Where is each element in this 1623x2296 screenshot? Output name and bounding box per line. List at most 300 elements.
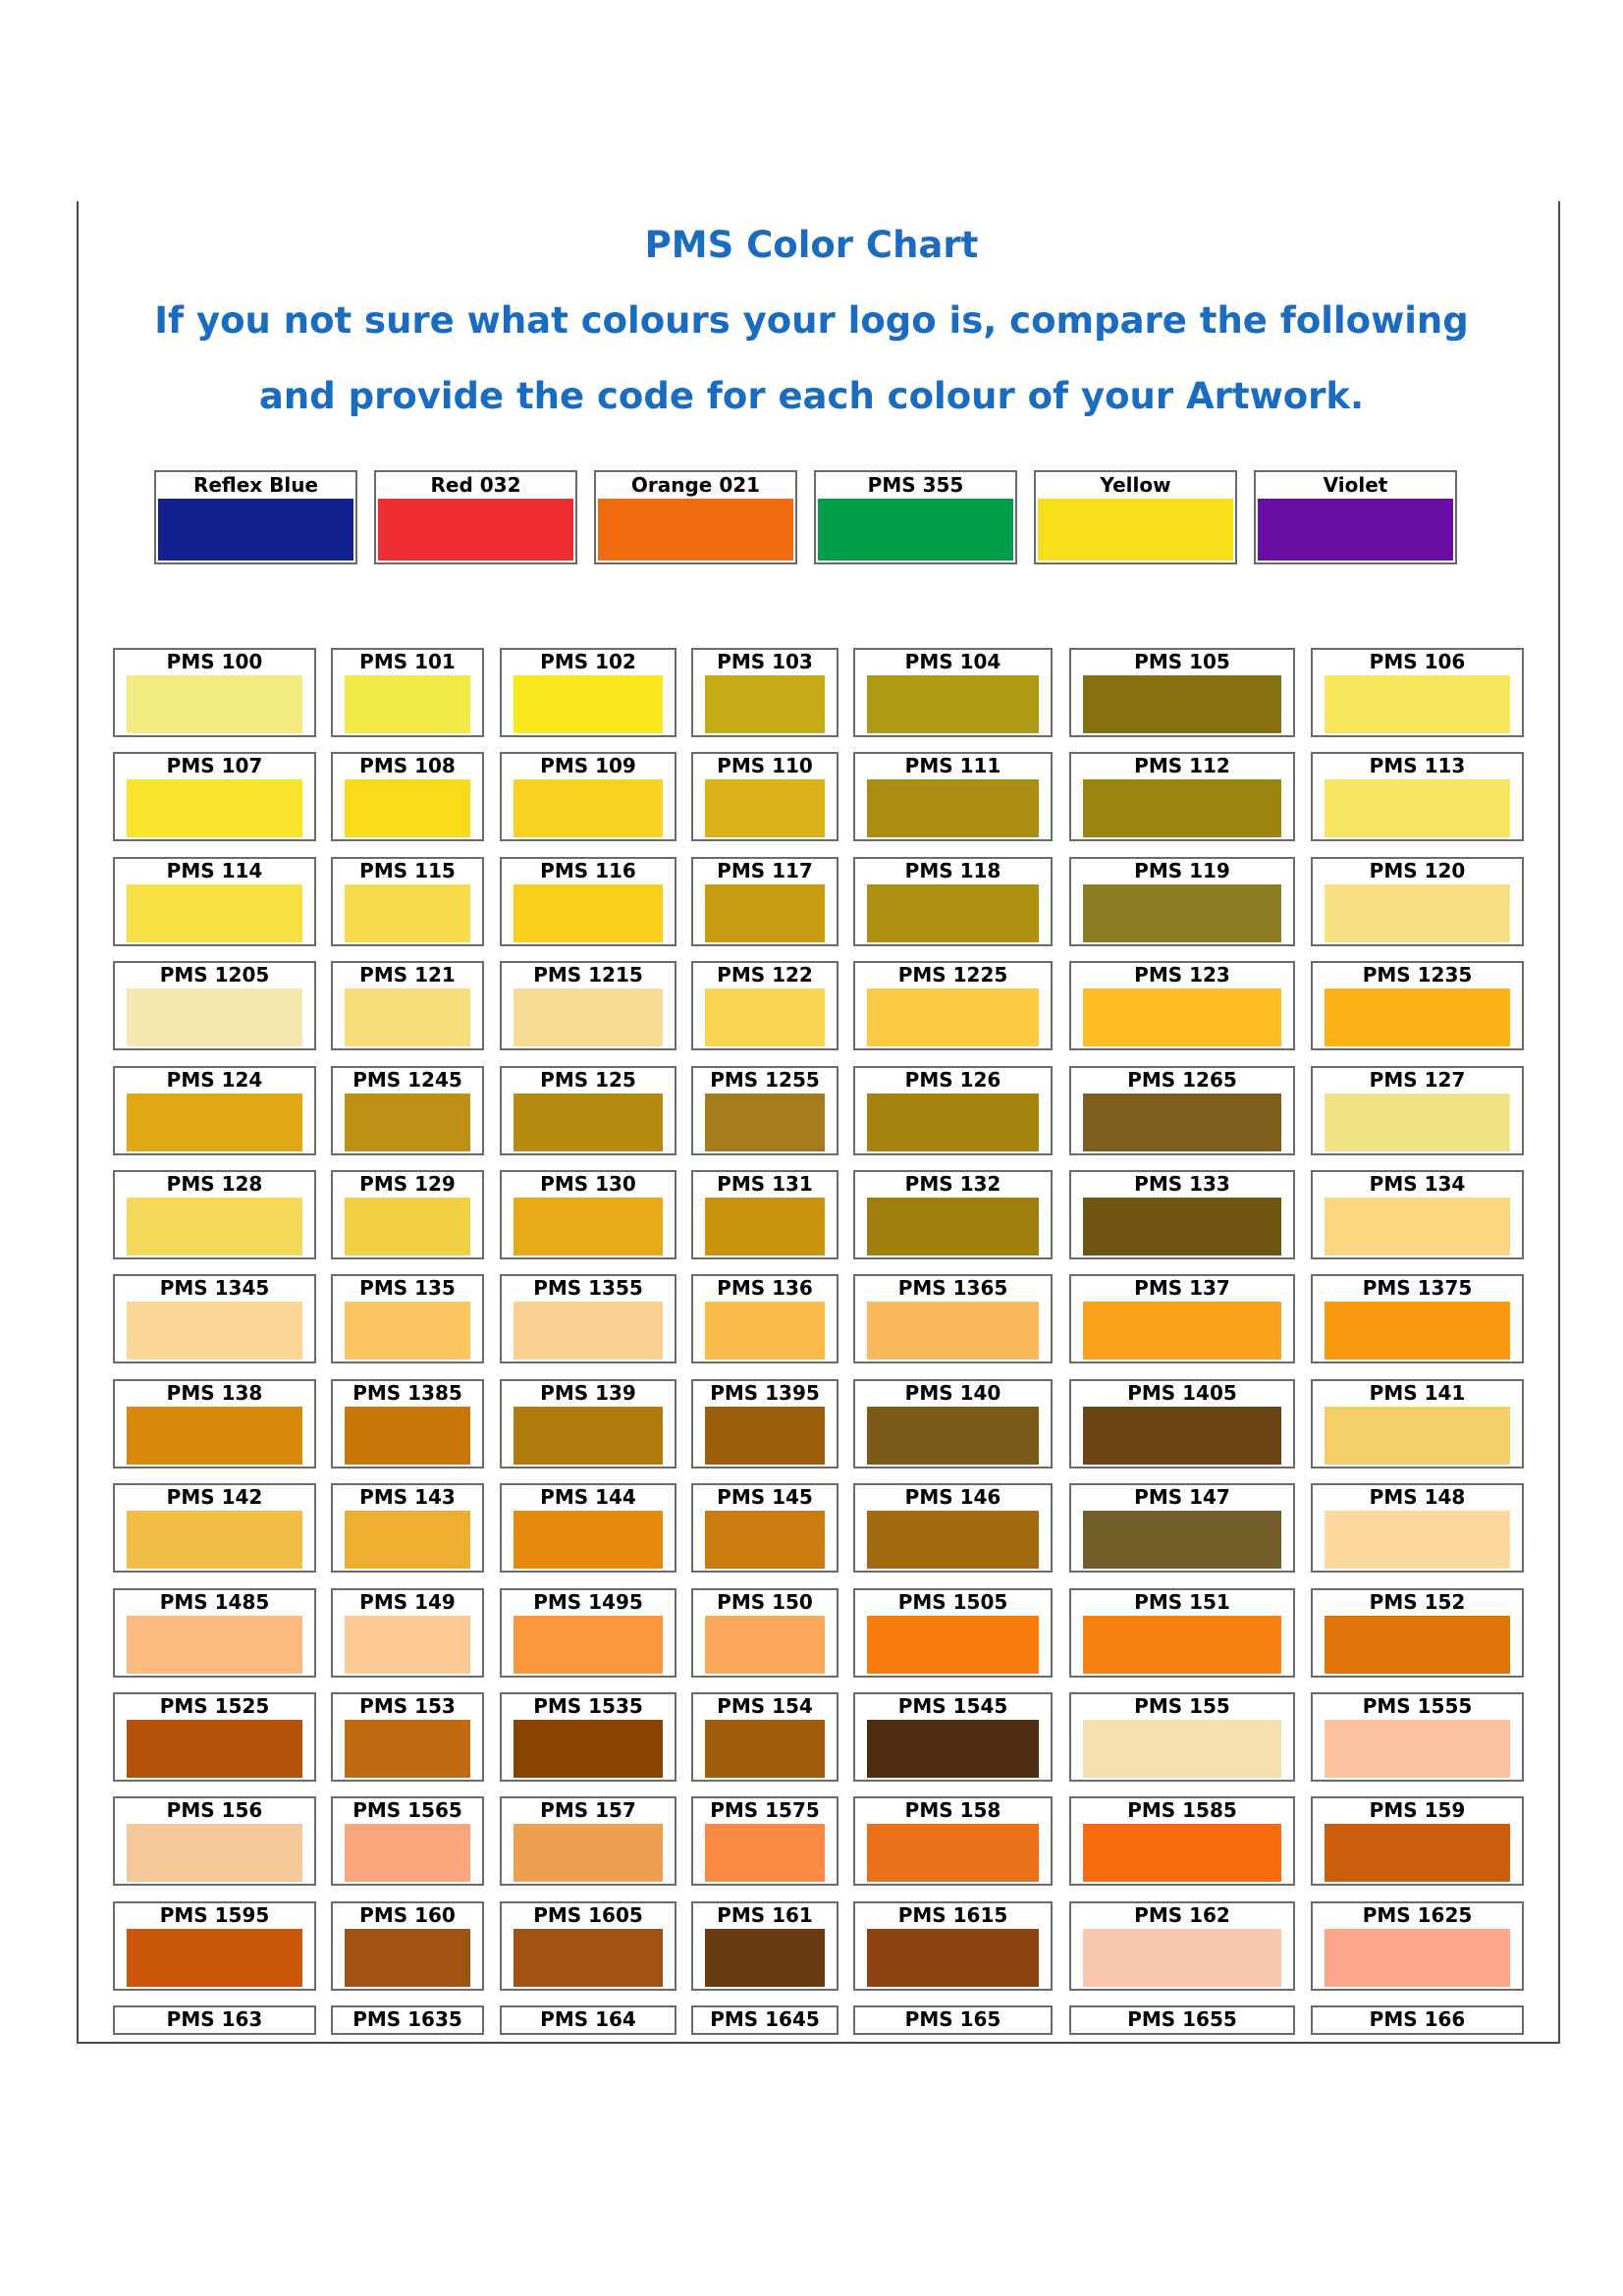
swatch-pms-1235 xyxy=(1311,961,1524,1050)
swatch-label: PMS 165 xyxy=(904,2007,1001,2031)
swatch-color-fill xyxy=(1083,1407,1281,1465)
swatch-pms-156 xyxy=(113,1796,316,1886)
swatch-color-fill xyxy=(1325,884,1510,942)
swatch-label: PMS 1555 xyxy=(1362,1694,1473,1718)
swatch-pms-108 xyxy=(331,752,484,841)
swatch-pms-135 xyxy=(331,1274,484,1363)
swatch-pms-165 xyxy=(853,2005,1053,2035)
swatch-pms-120 xyxy=(1311,857,1524,946)
swatch-color-fill xyxy=(818,499,1013,561)
swatch-color-fill xyxy=(345,988,470,1046)
swatch-pms-162 xyxy=(1069,1901,1295,1991)
swatch-pms-117 xyxy=(691,857,839,946)
swatch-pms-1555 xyxy=(1311,1692,1524,1782)
swatch-color-fill xyxy=(1325,1511,1510,1569)
swatch-label: PMS 160 xyxy=(359,1903,456,1927)
swatch-label: PMS 117 xyxy=(717,859,813,882)
swatch-label: PMS 100 xyxy=(166,650,263,673)
page-title: PMS Color Chart xyxy=(644,224,979,266)
swatch-label: PMS 107 xyxy=(166,754,263,777)
swatch-violet xyxy=(1254,470,1457,564)
swatch-yellow xyxy=(1034,470,1237,564)
swatch-red-032 xyxy=(374,470,577,564)
swatch-color-fill xyxy=(1083,1616,1281,1674)
swatch-color-fill xyxy=(127,988,302,1046)
swatch-pms-149 xyxy=(331,1588,484,1678)
swatch-color-fill xyxy=(705,1511,825,1569)
swatch-pms-1645 xyxy=(691,2005,839,2035)
swatch-color-fill xyxy=(705,1302,825,1360)
swatch-color-fill xyxy=(867,1720,1039,1778)
swatch-color-fill xyxy=(867,988,1039,1046)
swatch-pms-145 xyxy=(691,1483,839,1573)
swatch-color-fill xyxy=(514,1616,663,1674)
swatch-label: PMS 1355 xyxy=(533,1276,643,1300)
swatch-color-fill xyxy=(1325,1616,1510,1674)
swatch-pms-159 xyxy=(1311,1796,1524,1886)
subtitle-line-2: and provide the code for each colour of your Artwork. xyxy=(258,375,1365,417)
swatch-label: PMS 119 xyxy=(1134,859,1230,882)
swatch-pms-103 xyxy=(691,648,839,737)
swatch-label: PMS 132 xyxy=(904,1172,1001,1196)
swatch-label: PMS 133 xyxy=(1134,1172,1230,1196)
swatch-color-fill xyxy=(867,1616,1039,1674)
swatch-label: PMS 144 xyxy=(540,1485,636,1509)
swatch-color-fill xyxy=(867,1094,1039,1151)
swatch-pms-115 xyxy=(331,857,484,946)
swatch-pms-158 xyxy=(853,1796,1053,1886)
swatch-color-fill xyxy=(127,675,302,733)
swatch-pms-1365 xyxy=(853,1274,1053,1363)
swatch-color-fill xyxy=(1325,1929,1510,1987)
swatch-label: PMS 1565 xyxy=(352,1798,462,1822)
swatch-label: PMS 1215 xyxy=(533,963,643,987)
swatch-label: PMS 139 xyxy=(540,1381,636,1405)
swatch-label: PMS 130 xyxy=(540,1172,636,1196)
swatch-color-fill xyxy=(345,884,470,942)
swatch-color-fill xyxy=(705,1929,825,1987)
swatch-pms-133 xyxy=(1069,1170,1295,1259)
swatch-pms-114 xyxy=(113,857,316,946)
swatch-pms-1345 xyxy=(113,1274,316,1363)
swatch-color-fill xyxy=(127,1302,302,1360)
swatch-pms-146 xyxy=(853,1483,1053,1573)
swatch-orange-021 xyxy=(594,470,797,564)
swatch-color-fill xyxy=(705,779,825,837)
swatch-label: PMS 1225 xyxy=(897,963,1008,987)
swatch-color-fill xyxy=(127,1929,302,1987)
swatch-label: PMS 157 xyxy=(540,1798,636,1822)
swatch-color-fill xyxy=(127,1094,302,1151)
swatch-color-fill xyxy=(127,1720,302,1778)
swatch-label: PMS 1365 xyxy=(897,1276,1008,1300)
swatch-pms-138 xyxy=(113,1379,316,1468)
swatch-pms-127 xyxy=(1311,1066,1524,1155)
swatch-color-fill xyxy=(867,1302,1039,1360)
swatch-label: PMS 121 xyxy=(359,963,456,987)
swatch-pms-1615 xyxy=(853,1901,1053,1991)
swatch-color-fill xyxy=(127,884,302,942)
swatch-label: PMS 103 xyxy=(717,650,813,673)
swatch-label: PMS 1545 xyxy=(897,1694,1008,1718)
swatch-label: PMS 155 xyxy=(1134,1694,1230,1718)
swatch-pms-1385 xyxy=(331,1379,484,1468)
swatch-pms-355 xyxy=(814,470,1017,564)
swatch-color-fill xyxy=(1325,1824,1510,1882)
swatch-color-fill xyxy=(1083,1511,1281,1569)
swatch-color-fill xyxy=(345,1511,470,1569)
swatch-color-fill xyxy=(345,1094,470,1151)
swatch-label: PMS 163 xyxy=(166,2007,263,2031)
swatch-pms-164 xyxy=(500,2005,676,2035)
swatch-color-fill xyxy=(1325,1407,1510,1465)
swatch-label: PMS 146 xyxy=(904,1485,1001,1509)
swatch-pms-1605 xyxy=(500,1901,676,1991)
swatch-label: PMS 1635 xyxy=(352,2007,462,2031)
swatch-pms-161 xyxy=(691,1901,839,1991)
swatch-pms-1265 xyxy=(1069,1066,1295,1155)
swatch-label: PMS 120 xyxy=(1369,859,1466,882)
swatch-label: PMS 1575 xyxy=(710,1798,820,1822)
swatch-color-fill xyxy=(345,1929,470,1987)
swatch-label: PMS 154 xyxy=(717,1694,813,1718)
swatch-color-fill xyxy=(378,499,573,561)
swatch-label: PMS 108 xyxy=(359,754,456,777)
swatch-color-fill xyxy=(1083,1720,1281,1778)
swatch-pms-1625 xyxy=(1311,1901,1524,1991)
swatch-color-fill xyxy=(705,884,825,942)
swatch-label: PMS 1395 xyxy=(710,1381,820,1405)
swatch-label: Reflex Blue xyxy=(192,473,319,497)
swatch-label: PMS 135 xyxy=(359,1276,456,1300)
swatch-label: PMS 140 xyxy=(904,1381,1001,1405)
swatch-pms-130 xyxy=(500,1170,676,1259)
swatch-pms-153 xyxy=(331,1692,484,1782)
swatch-color-fill xyxy=(705,1616,825,1674)
swatch-color-fill xyxy=(1083,884,1281,942)
swatch-color-fill xyxy=(514,1720,663,1778)
swatch-label: PMS 115 xyxy=(359,859,456,882)
swatch-color-fill xyxy=(705,988,825,1046)
swatch-label: PMS 148 xyxy=(1369,1485,1466,1509)
swatch-color-fill xyxy=(867,1511,1039,1569)
swatch-label: PMS 129 xyxy=(359,1172,456,1196)
swatch-color-fill xyxy=(867,1824,1039,1882)
swatch-color-fill xyxy=(345,1720,470,1778)
swatch-label: PMS 150 xyxy=(717,1590,813,1614)
swatch-label: PMS 137 xyxy=(1134,1276,1230,1300)
swatch-label: PMS 1205 xyxy=(159,963,270,987)
swatch-pms-150 xyxy=(691,1588,839,1678)
swatch-color-fill xyxy=(867,884,1039,942)
swatch-color-fill xyxy=(1325,988,1510,1046)
swatch-label: PMS 1525 xyxy=(159,1694,270,1718)
swatch-color-fill xyxy=(705,675,825,733)
swatch-label: PMS 1385 xyxy=(352,1381,462,1405)
swatch-color-fill xyxy=(1038,499,1233,561)
swatch-label: PMS 123 xyxy=(1134,963,1230,987)
swatch-label: PMS 159 xyxy=(1369,1798,1466,1822)
swatch-label: PMS 127 xyxy=(1369,1068,1466,1092)
swatch-color-fill xyxy=(1083,675,1281,733)
swatch-color-fill xyxy=(514,988,663,1046)
swatch-pms-136 xyxy=(691,1274,839,1363)
swatch-pms-124 xyxy=(113,1066,316,1155)
swatch-label: PMS 1485 xyxy=(159,1590,270,1614)
swatch-pms-102 xyxy=(500,648,676,737)
swatch-pms-1355 xyxy=(500,1274,676,1363)
swatch-color-fill xyxy=(345,1407,470,1465)
swatch-label: PMS 109 xyxy=(540,754,636,777)
swatch-label: PMS 1345 xyxy=(159,1276,270,1300)
swatch-pms-1375 xyxy=(1311,1274,1524,1363)
swatch-color-fill xyxy=(705,1720,825,1778)
swatch-color-fill xyxy=(345,779,470,837)
swatch-pms-107 xyxy=(113,752,316,841)
swatch-label: PMS 134 xyxy=(1369,1172,1466,1196)
swatch-pms-112 xyxy=(1069,752,1295,841)
swatch-pms-1245 xyxy=(331,1066,484,1155)
swatch-pms-122 xyxy=(691,961,839,1050)
swatch-label: PMS 116 xyxy=(540,859,636,882)
swatch-color-fill xyxy=(705,1094,825,1151)
swatch-label: Red 032 xyxy=(430,473,521,497)
swatch-label: PMS 1245 xyxy=(352,1068,462,1092)
swatch-pms-101 xyxy=(331,648,484,737)
swatch-pms-132 xyxy=(853,1170,1053,1259)
swatch-label: PMS 102 xyxy=(540,650,636,673)
swatch-color-fill xyxy=(867,675,1039,733)
swatch-color-fill xyxy=(1083,1824,1281,1882)
swatch-color-fill xyxy=(1325,1720,1510,1778)
swatch-label: PMS 111 xyxy=(904,754,1001,777)
swatch-pms-134 xyxy=(1311,1170,1524,1259)
swatch-label: PMS 145 xyxy=(717,1485,813,1509)
swatch-color-fill xyxy=(1325,1094,1510,1151)
swatch-label: PMS 142 xyxy=(166,1485,263,1509)
swatch-label: PMS 1235 xyxy=(1362,963,1473,987)
swatch-color-fill xyxy=(345,1824,470,1882)
swatch-label: PMS 1605 xyxy=(533,1903,643,1927)
swatch-color-fill xyxy=(127,779,302,837)
swatch-pms-131 xyxy=(691,1170,839,1259)
swatch-color-fill xyxy=(514,1407,663,1465)
swatch-color-fill xyxy=(127,1511,302,1569)
swatch-pms-104 xyxy=(853,648,1053,737)
swatch-color-fill xyxy=(867,1407,1039,1465)
swatch-label: PMS 101 xyxy=(359,650,456,673)
swatch-pms-123 xyxy=(1069,961,1295,1050)
swatch-pms-126 xyxy=(853,1066,1053,1155)
swatch-color-fill xyxy=(1083,988,1281,1046)
swatch-label: PMS 149 xyxy=(359,1590,456,1614)
swatch-pms-1565 xyxy=(331,1796,484,1886)
swatch-pms-139 xyxy=(500,1379,676,1468)
swatch-color-fill xyxy=(1083,779,1281,837)
swatch-label: PMS 128 xyxy=(166,1172,263,1196)
swatch-pms-1215 xyxy=(500,961,676,1050)
swatch-color-fill xyxy=(127,1616,302,1674)
swatch-pms-1485 xyxy=(113,1588,316,1678)
swatch-pms-100 xyxy=(113,648,316,737)
swatch-pms-140 xyxy=(853,1379,1053,1468)
swatch-color-fill xyxy=(514,1824,663,1882)
swatch-color-fill xyxy=(127,1198,302,1255)
swatch-pms-1525 xyxy=(113,1692,316,1782)
swatch-color-fill xyxy=(514,1198,663,1255)
swatch-label: PMS 106 xyxy=(1369,650,1466,673)
swatch-label: PMS 124 xyxy=(166,1068,263,1092)
swatch-pms-1495 xyxy=(500,1588,676,1678)
swatch-pms-1635 xyxy=(331,2005,484,2035)
swatch-pms-1405 xyxy=(1069,1379,1295,1468)
swatch-pms-148 xyxy=(1311,1483,1524,1573)
swatch-label: PMS 164 xyxy=(540,2007,636,2031)
swatch-pms-147 xyxy=(1069,1483,1295,1573)
swatch-color-fill xyxy=(705,1198,825,1255)
swatch-color-fill xyxy=(127,1407,302,1465)
swatch-label: PMS 161 xyxy=(717,1903,813,1927)
swatch-label: PMS 1615 xyxy=(897,1903,1008,1927)
swatch-pms-1225 xyxy=(853,961,1053,1050)
swatch-label: PMS 131 xyxy=(717,1172,813,1196)
swatch-pms-128 xyxy=(113,1170,316,1259)
swatch-color-fill xyxy=(1325,675,1510,733)
swatch-label: PMS 126 xyxy=(904,1068,1001,1092)
swatch-color-fill xyxy=(598,499,793,561)
swatch-color-fill xyxy=(1083,1302,1281,1360)
swatch-label: PMS 1585 xyxy=(1127,1798,1237,1822)
swatch-color-fill xyxy=(345,1616,470,1674)
subtitle-line-1: If you not sure what colours your logo is, compare the following xyxy=(154,299,1469,342)
swatch-pms-129 xyxy=(331,1170,484,1259)
swatch-pms-105 xyxy=(1069,648,1295,737)
swatch-color-fill xyxy=(705,1824,825,1882)
swatch-pms-155 xyxy=(1069,1692,1295,1782)
swatch-pms-118 xyxy=(853,857,1053,946)
swatch-label: PMS 1655 xyxy=(1127,2007,1237,2031)
swatch-pms-157 xyxy=(500,1796,676,1886)
swatch-color-fill xyxy=(158,499,353,561)
swatch-label: PMS 112 xyxy=(1134,754,1230,777)
swatch-label: PMS 151 xyxy=(1134,1590,1230,1614)
swatch-color-fill xyxy=(867,1198,1039,1255)
swatch-pms-154 xyxy=(691,1692,839,1782)
swatch-label: PMS 122 xyxy=(717,963,813,987)
swatch-label: PMS 166 xyxy=(1369,2007,1466,2031)
swatch-pms-1395 xyxy=(691,1379,839,1468)
swatch-pms-1545 xyxy=(853,1692,1053,1782)
swatch-pms-166 xyxy=(1311,2005,1524,2035)
swatch-pms-111 xyxy=(853,752,1053,841)
swatch-label: Orange 021 xyxy=(630,473,761,497)
swatch-label: PMS 1645 xyxy=(710,2007,820,2031)
swatch-label: PMS 125 xyxy=(540,1068,636,1092)
swatch-color-fill xyxy=(127,1824,302,1882)
swatch-pms-141 xyxy=(1311,1379,1524,1468)
swatch-pms-119 xyxy=(1069,857,1295,946)
swatch-label: PMS 152 xyxy=(1369,1590,1466,1614)
swatch-label: PMS 355 xyxy=(867,473,964,497)
swatch-pms-1585 xyxy=(1069,1796,1295,1886)
swatch-pms-142 xyxy=(113,1483,316,1573)
swatch-label: PMS 1535 xyxy=(533,1694,643,1718)
swatch-color-fill xyxy=(1325,1198,1510,1255)
swatch-color-fill xyxy=(514,1511,663,1569)
swatch-color-fill xyxy=(1083,1198,1281,1255)
swatch-label: PMS 1265 xyxy=(1127,1068,1237,1092)
swatch-color-fill xyxy=(1258,499,1453,561)
swatch-label: PMS 136 xyxy=(717,1276,813,1300)
swatch-color-fill xyxy=(514,675,663,733)
swatch-pms-121 xyxy=(331,961,484,1050)
swatch-pms-163 xyxy=(113,2005,316,2035)
swatch-label: PMS 141 xyxy=(1369,1381,1466,1405)
swatch-color-fill xyxy=(1083,1929,1281,1987)
swatch-pms-143 xyxy=(331,1483,484,1573)
swatch-color-fill xyxy=(1083,1094,1281,1151)
swatch-label: PMS 138 xyxy=(166,1381,263,1405)
primary-swatch-row xyxy=(0,470,1623,564)
swatch-pms-110 xyxy=(691,752,839,841)
swatch-label: PMS 104 xyxy=(904,650,1001,673)
swatch-color-fill xyxy=(705,1407,825,1465)
swatch-pms-116 xyxy=(500,857,676,946)
swatch-color-fill xyxy=(867,779,1039,837)
swatch-label: PMS 1255 xyxy=(710,1068,820,1092)
swatch-label: Violet xyxy=(1323,473,1388,497)
swatch-color-fill xyxy=(1325,779,1510,837)
swatch-pms-1535 xyxy=(500,1692,676,1782)
swatch-pms-152 xyxy=(1311,1588,1524,1678)
swatch-color-fill xyxy=(514,884,663,942)
swatch-color-fill xyxy=(345,675,470,733)
swatch-label: Yellow xyxy=(1100,473,1171,497)
swatch-label: PMS 110 xyxy=(717,754,813,777)
swatch-pms-1205 xyxy=(113,961,316,1050)
swatch-label: PMS 1505 xyxy=(897,1590,1008,1614)
swatch-label: PMS 1405 xyxy=(1127,1381,1237,1405)
swatch-label: PMS 1495 xyxy=(533,1590,643,1614)
frame-bottom-border xyxy=(77,2042,1560,2044)
swatch-pms-137 xyxy=(1069,1274,1295,1363)
swatch-color-fill xyxy=(345,1198,470,1255)
swatch-label: PMS 114 xyxy=(166,859,263,882)
swatch-label: PMS 147 xyxy=(1134,1485,1230,1509)
swatch-label: PMS 156 xyxy=(166,1798,263,1822)
swatch-pms-113 xyxy=(1311,752,1524,841)
swatch-pms-1255 xyxy=(691,1066,839,1155)
swatch-pms-106 xyxy=(1311,648,1524,737)
swatch-pms-109 xyxy=(500,752,676,841)
swatch-label: PMS 153 xyxy=(359,1694,456,1718)
swatch-color-fill xyxy=(514,779,663,837)
swatch-pms-151 xyxy=(1069,1588,1295,1678)
swatch-color-fill xyxy=(345,1302,470,1360)
swatch-pms-1505 xyxy=(853,1588,1053,1678)
swatch-color-fill xyxy=(514,1302,663,1360)
swatch-pms-1655 xyxy=(1069,2005,1295,2035)
swatch-label: PMS 113 xyxy=(1369,754,1466,777)
swatch-pms-1575 xyxy=(691,1796,839,1886)
swatch-pms-160 xyxy=(331,1901,484,1991)
swatch-reflex-blue xyxy=(154,470,357,564)
swatch-color-fill xyxy=(1325,1302,1510,1360)
swatch-pms-125 xyxy=(500,1066,676,1155)
swatch-label: PMS 162 xyxy=(1134,1903,1230,1927)
swatch-pms-144 xyxy=(500,1483,676,1573)
swatch-color-fill xyxy=(514,1094,663,1151)
